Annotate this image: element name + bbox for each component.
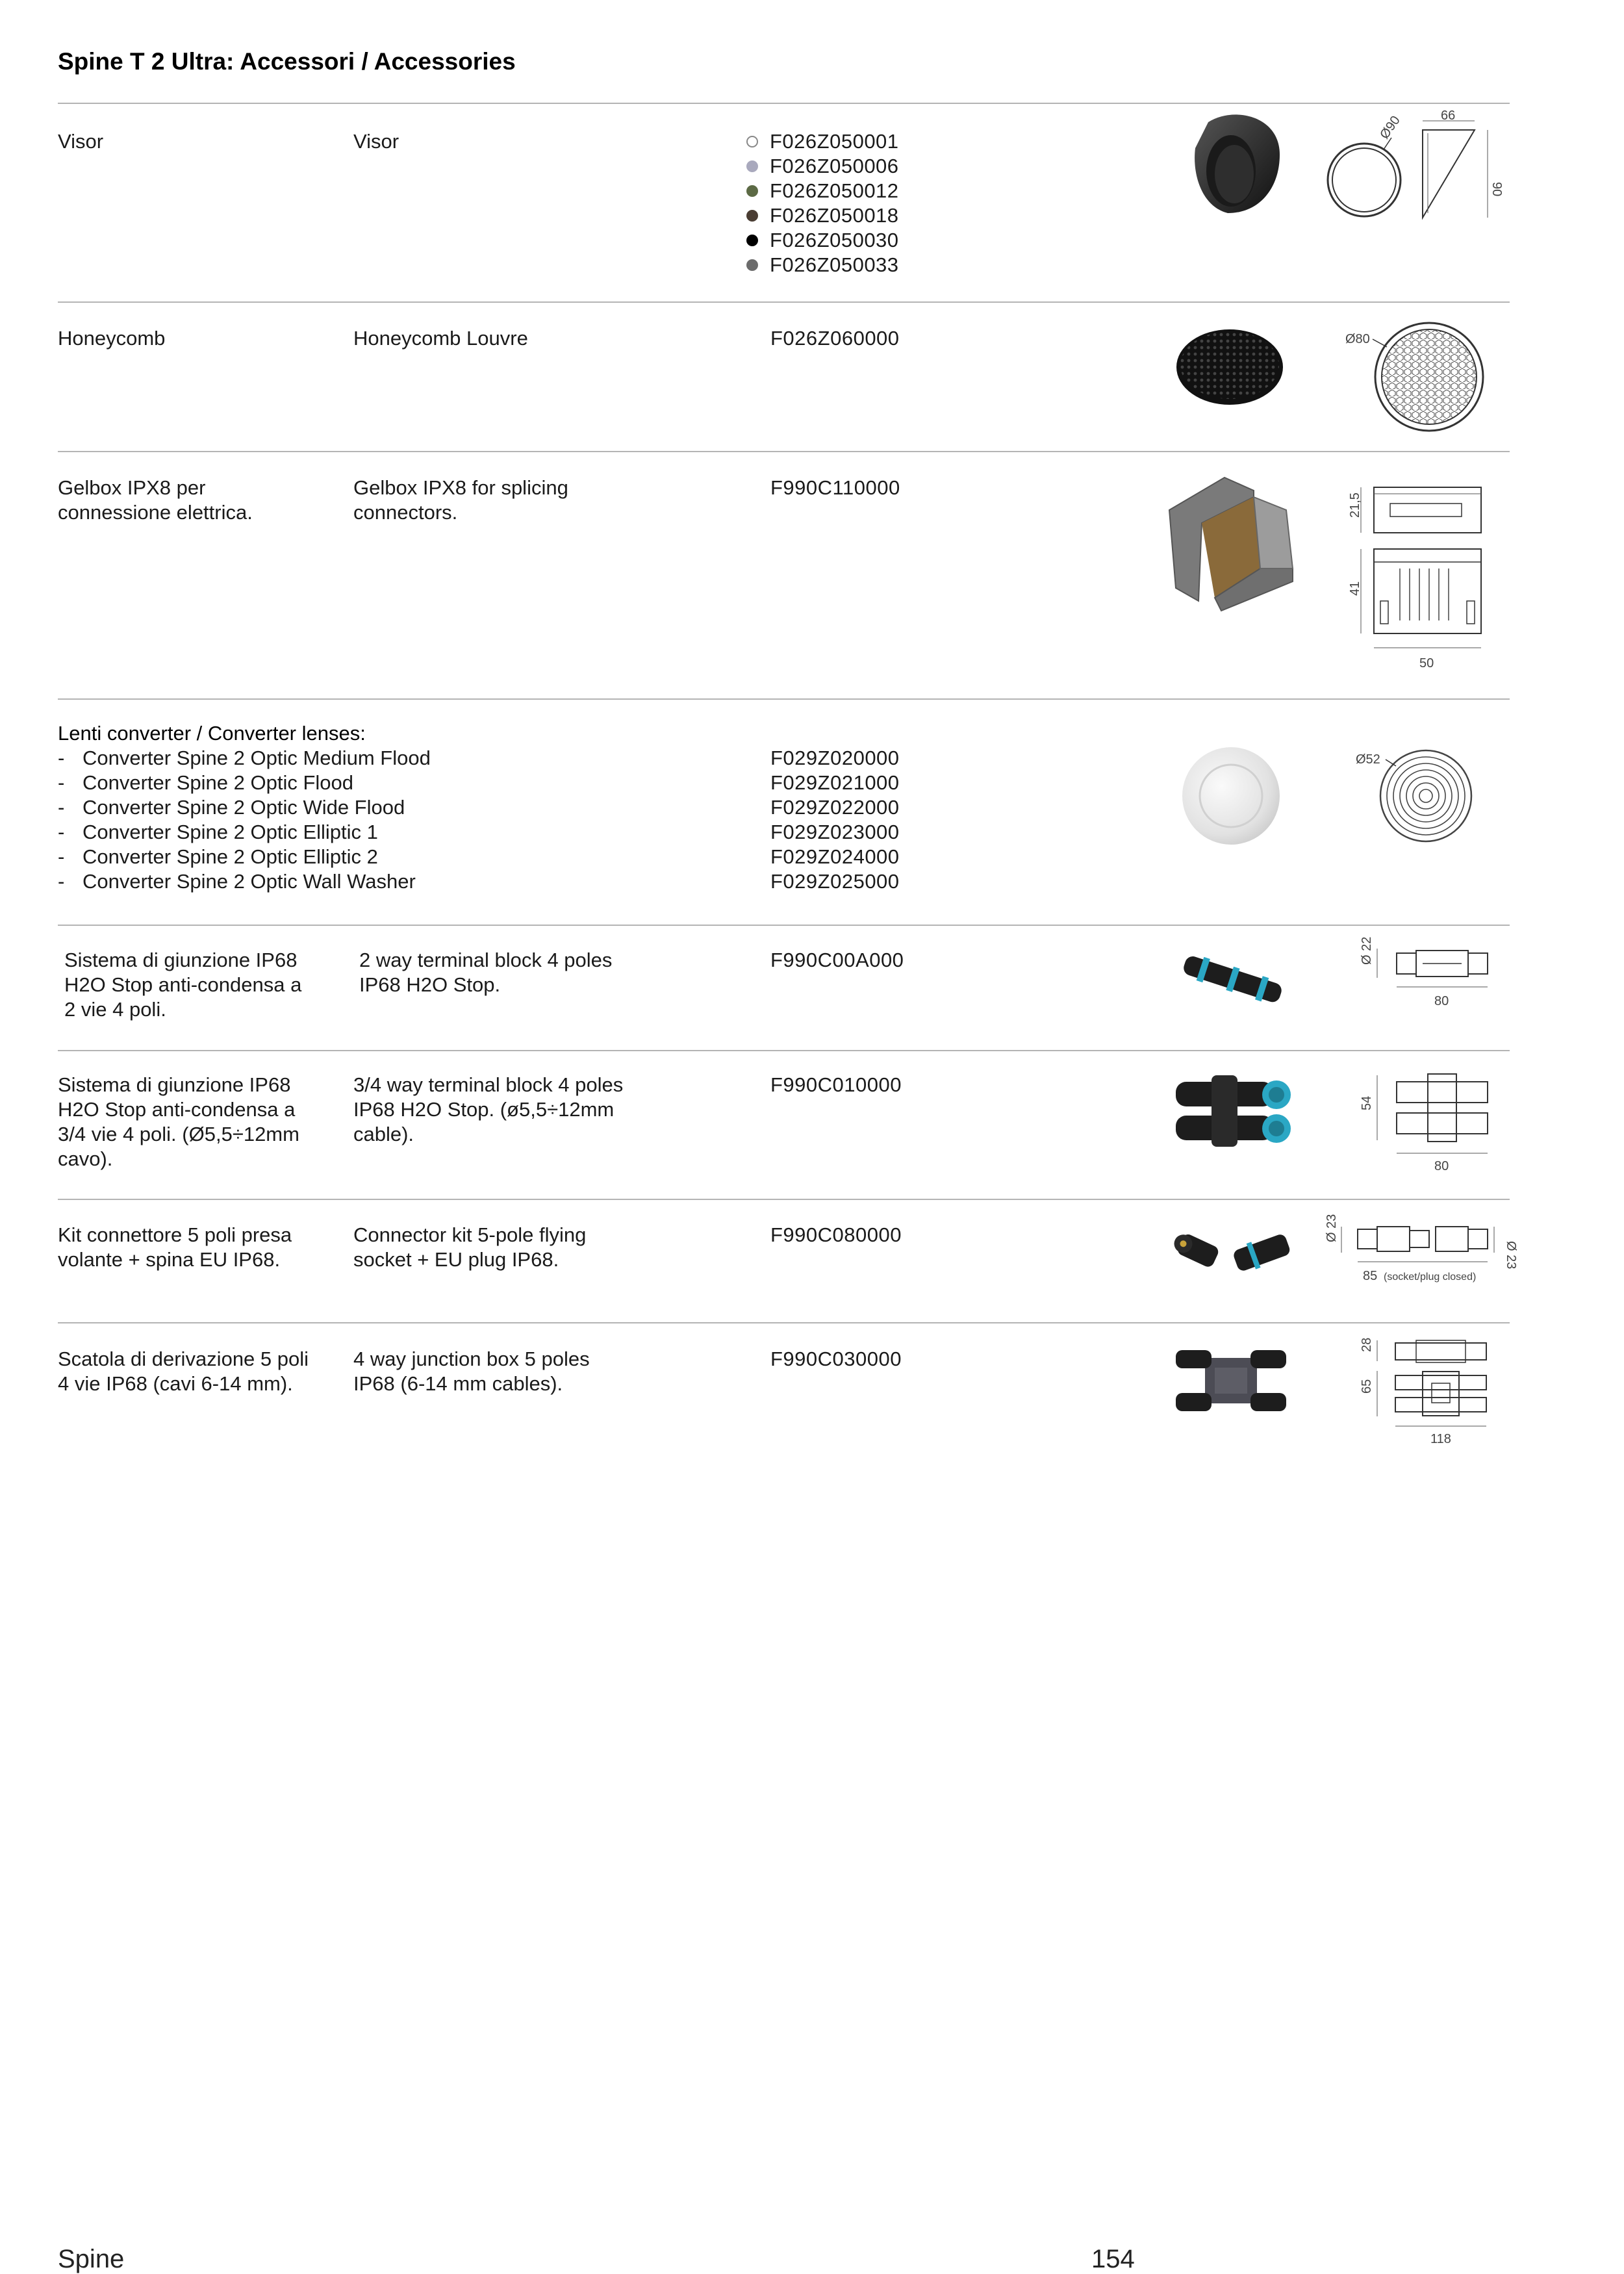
gelbox-dim-h1: 21,5 [1348,492,1362,518]
connector-desc-it: Kit connettore 5 poli presa volante + spina EU IP68. [58,1223,292,1271]
gelbox-drawing [1332,478,1494,672]
junction-desc-en: 4 way junction box 5 poles IP68 (6-14 mm cables). [353,1348,590,1395]
gelbox-dim-h2: 41 [1348,581,1362,596]
code-row: F026Z050006 [770,154,899,179]
block2-desc-it: Sistema di giunzione IP68 H2O Stop anti-condensa a 2 vie 4 poli. [64,949,302,1021]
honeycomb-desc-en: Honeycomb Louvre [353,327,528,350]
divider [58,1050,1510,1051]
color-swatch [746,160,758,172]
list-item: - Converter Spine 2 Optic Wide Flood [58,796,405,819]
block34-codes: F990C010000 [770,1073,902,1096]
block2-drawing [1351,936,1494,1010]
visor-product-image [1182,109,1286,220]
connector-codes: F990C080000 [770,1223,902,1246]
visor-dim-depth: 66 [1441,109,1456,123]
honeycomb-desc-it: Honeycomb [58,327,166,350]
block2-dim-d: Ø 22 [1360,936,1374,965]
gelbox-dim-w: 50 [1419,656,1434,671]
junction-drawing [1351,1335,1494,1446]
color-swatch [746,185,758,197]
page-title: Spine T 2 Ultra: Accessori / Accessories [58,48,516,75]
color-swatch [746,259,758,271]
connector-desc-en: Connector kit 5-pole flying socket + EU plug IP68. [353,1223,587,1271]
color-swatch [746,235,758,246]
lens-dim-diameter: Ø52 [1356,752,1380,767]
block34-desc-en: 3/4 way terminal block 4 poles IP68 H2O Stop. (ø5,5÷12mm cable). [353,1073,624,1145]
junction-dim-h1: 28 [1360,1337,1374,1352]
connector-drawing [1319,1214,1518,1293]
code-row: F026Z050033 [770,253,899,277]
block34-drawing [1351,1069,1494,1173]
block2-dim-w: 80 [1434,994,1449,1008]
gelbox-desc-it: Gelbox IPX8 per connessione elettrica. [58,476,253,524]
divider [58,925,1510,926]
junction-codes: F990C030000 [770,1348,902,1370]
gelbox-codes: F990C110000 [770,476,900,499]
list-item: - Converter Spine 2 Optic Wall Washer [58,870,416,893]
page-number: 154 [1091,2245,1135,2273]
block34-desc-it: Sistema di giunzione IP68 H2O Stop anti-condensa a 3/4 vie 4 poli. (Ø5,5÷12mm cavo). [58,1073,299,1170]
connector-dim-d2: Ø 23 [1504,1241,1518,1270]
footer-brand: Spine [58,2245,125,2273]
visor-drawing [1319,104,1514,227]
list-item: - Converter Spine 2 Optic Elliptic 1 [58,821,378,843]
color-swatch [746,210,758,222]
gelbox-product-image [1163,471,1299,614]
list-item: - Converter Spine 2 Optic Medium Flood [58,747,431,769]
connector-product-image [1173,1220,1296,1285]
lens-product-image [1179,744,1283,848]
honeycomb-codes: F026Z060000 [770,327,900,350]
visor-codes [770,129,899,277]
honeycomb-dim-diameter: Ø80 [1345,332,1370,346]
lens-drawing [1354,744,1471,848]
divider [58,301,1510,303]
visor-desc-it: Visor [58,130,104,153]
divider [58,103,1510,104]
block34-product-image [1163,1069,1299,1156]
block2-desc-en: 2 way terminal block 4 poles IP68 H2O Stop. [359,949,613,996]
block34-dim-h: 54 [1360,1095,1374,1110]
junction-product-image [1169,1338,1293,1426]
junction-dim-h2: 65 [1360,1379,1374,1394]
list-item: - Converter Spine 2 Optic Elliptic 2 [58,845,378,868]
lenses-heading: Lenti converter / Converter lenses: [58,722,366,745]
divider [58,698,1510,700]
connector-dim-w: 85 [1363,1269,1378,1283]
code-row: F026Z050030 [770,228,899,253]
junction-desc-it: Scatola di derivazione 5 poli 4 vie IP68 (cavi 6-14 mm). [58,1348,309,1395]
divider [58,1199,1510,1200]
block2-codes: F990C00A000 [770,949,904,971]
divider [58,451,1510,452]
code-row: F026Z050001 [770,129,899,154]
gelbox-desc-en: Gelbox IPX8 for splicing connectors. [353,476,568,524]
block34-dim-w: 80 [1434,1159,1449,1173]
connector-dim-d1: Ø 23 [1325,1214,1339,1242]
divider [58,1322,1510,1323]
code-row: F026Z050012 [770,179,899,203]
color-swatch [746,136,758,147]
block2-product-image [1179,949,1286,1010]
junction-dim-w: 118 [1430,1432,1451,1446]
honeycomb-product-image [1173,325,1289,409]
connector-dim-note: (socket/plug closed) [1384,1271,1477,1283]
code-row: F026Z050018 [770,203,899,228]
lenses-codes: F029Z020000 F029Z021000 F029Z022000 F029Z023000 F029Z024000 F029Z025000 [770,747,900,893]
visor-dim-height: 90 [1490,182,1504,197]
visor-desc-en: Visor [353,130,400,153]
visor-dim-diameter: Ø90 [1377,113,1403,142]
honeycomb-drawing [1341,325,1491,439]
lenses-list [58,721,431,894]
list-item: - Converter Spine 2 Optic Flood [58,771,353,794]
